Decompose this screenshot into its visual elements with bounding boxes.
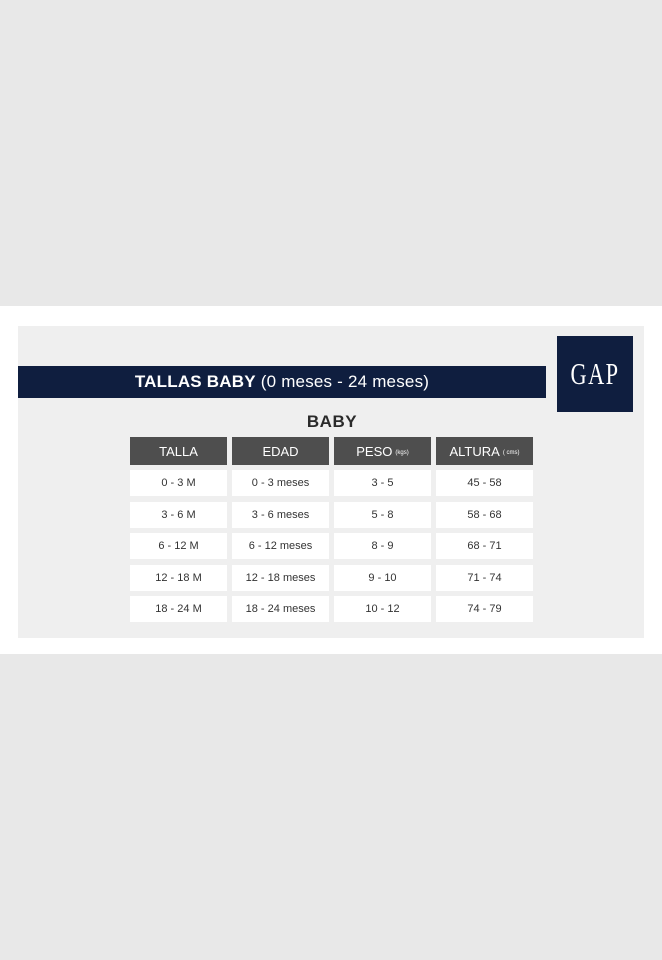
header-unit: (kgs)	[395, 449, 409, 456]
table-cell: 10 - 12	[334, 596, 431, 622]
table-cell: 18 - 24 M	[130, 596, 227, 622]
table-cell: 5 - 8	[334, 502, 431, 528]
header-label: PESO	[356, 443, 393, 459]
title-bold-text: TALLAS BABY	[134, 372, 256, 391]
table-cell: 68 - 71	[436, 533, 533, 559]
table-cell: 3 - 6 meses	[232, 502, 329, 528]
header-unit: ( cms)	[502, 449, 520, 456]
table-cell: 0 - 3 M	[130, 470, 227, 496]
table-cell: 3 - 5	[334, 470, 431, 496]
header-label: TALLA	[159, 443, 198, 459]
column-header-edad	[232, 437, 329, 465]
table-cell: 18 - 24 meses	[232, 596, 329, 622]
column-header-talla	[130, 437, 227, 465]
header-label: EDAD	[262, 443, 299, 459]
table-cell: 71 - 74	[436, 565, 533, 591]
table-cell: 12 - 18 meses	[232, 565, 329, 591]
gap-logo	[557, 336, 633, 412]
section-title: BABY	[306, 412, 358, 431]
table-cell: 0 - 3 meses	[232, 470, 329, 496]
table-cell: 3 - 6 M	[130, 502, 227, 528]
size-chart-band	[0, 306, 662, 654]
header-label: ALTURA	[449, 443, 500, 459]
table-cell: 12 - 18 M	[130, 565, 227, 591]
title-range-text: (0 meses - 24 meses)	[260, 372, 430, 391]
table-cell: 6 - 12 meses	[232, 533, 329, 559]
column-header-peso	[334, 437, 431, 465]
table-cell: 6 - 12 M	[130, 533, 227, 559]
gap-logo-text: GAP	[570, 356, 620, 391]
table-cell: 8 - 9	[334, 533, 431, 559]
table-cell: 74 - 79	[436, 596, 533, 622]
table-cell: 45 - 58	[436, 470, 533, 496]
size-chart-panel	[18, 326, 644, 638]
table-cell: 58 - 68	[436, 502, 533, 528]
column-header-altura	[436, 437, 533, 465]
title-banner	[18, 366, 546, 398]
table-cell: 9 - 10	[334, 565, 431, 591]
